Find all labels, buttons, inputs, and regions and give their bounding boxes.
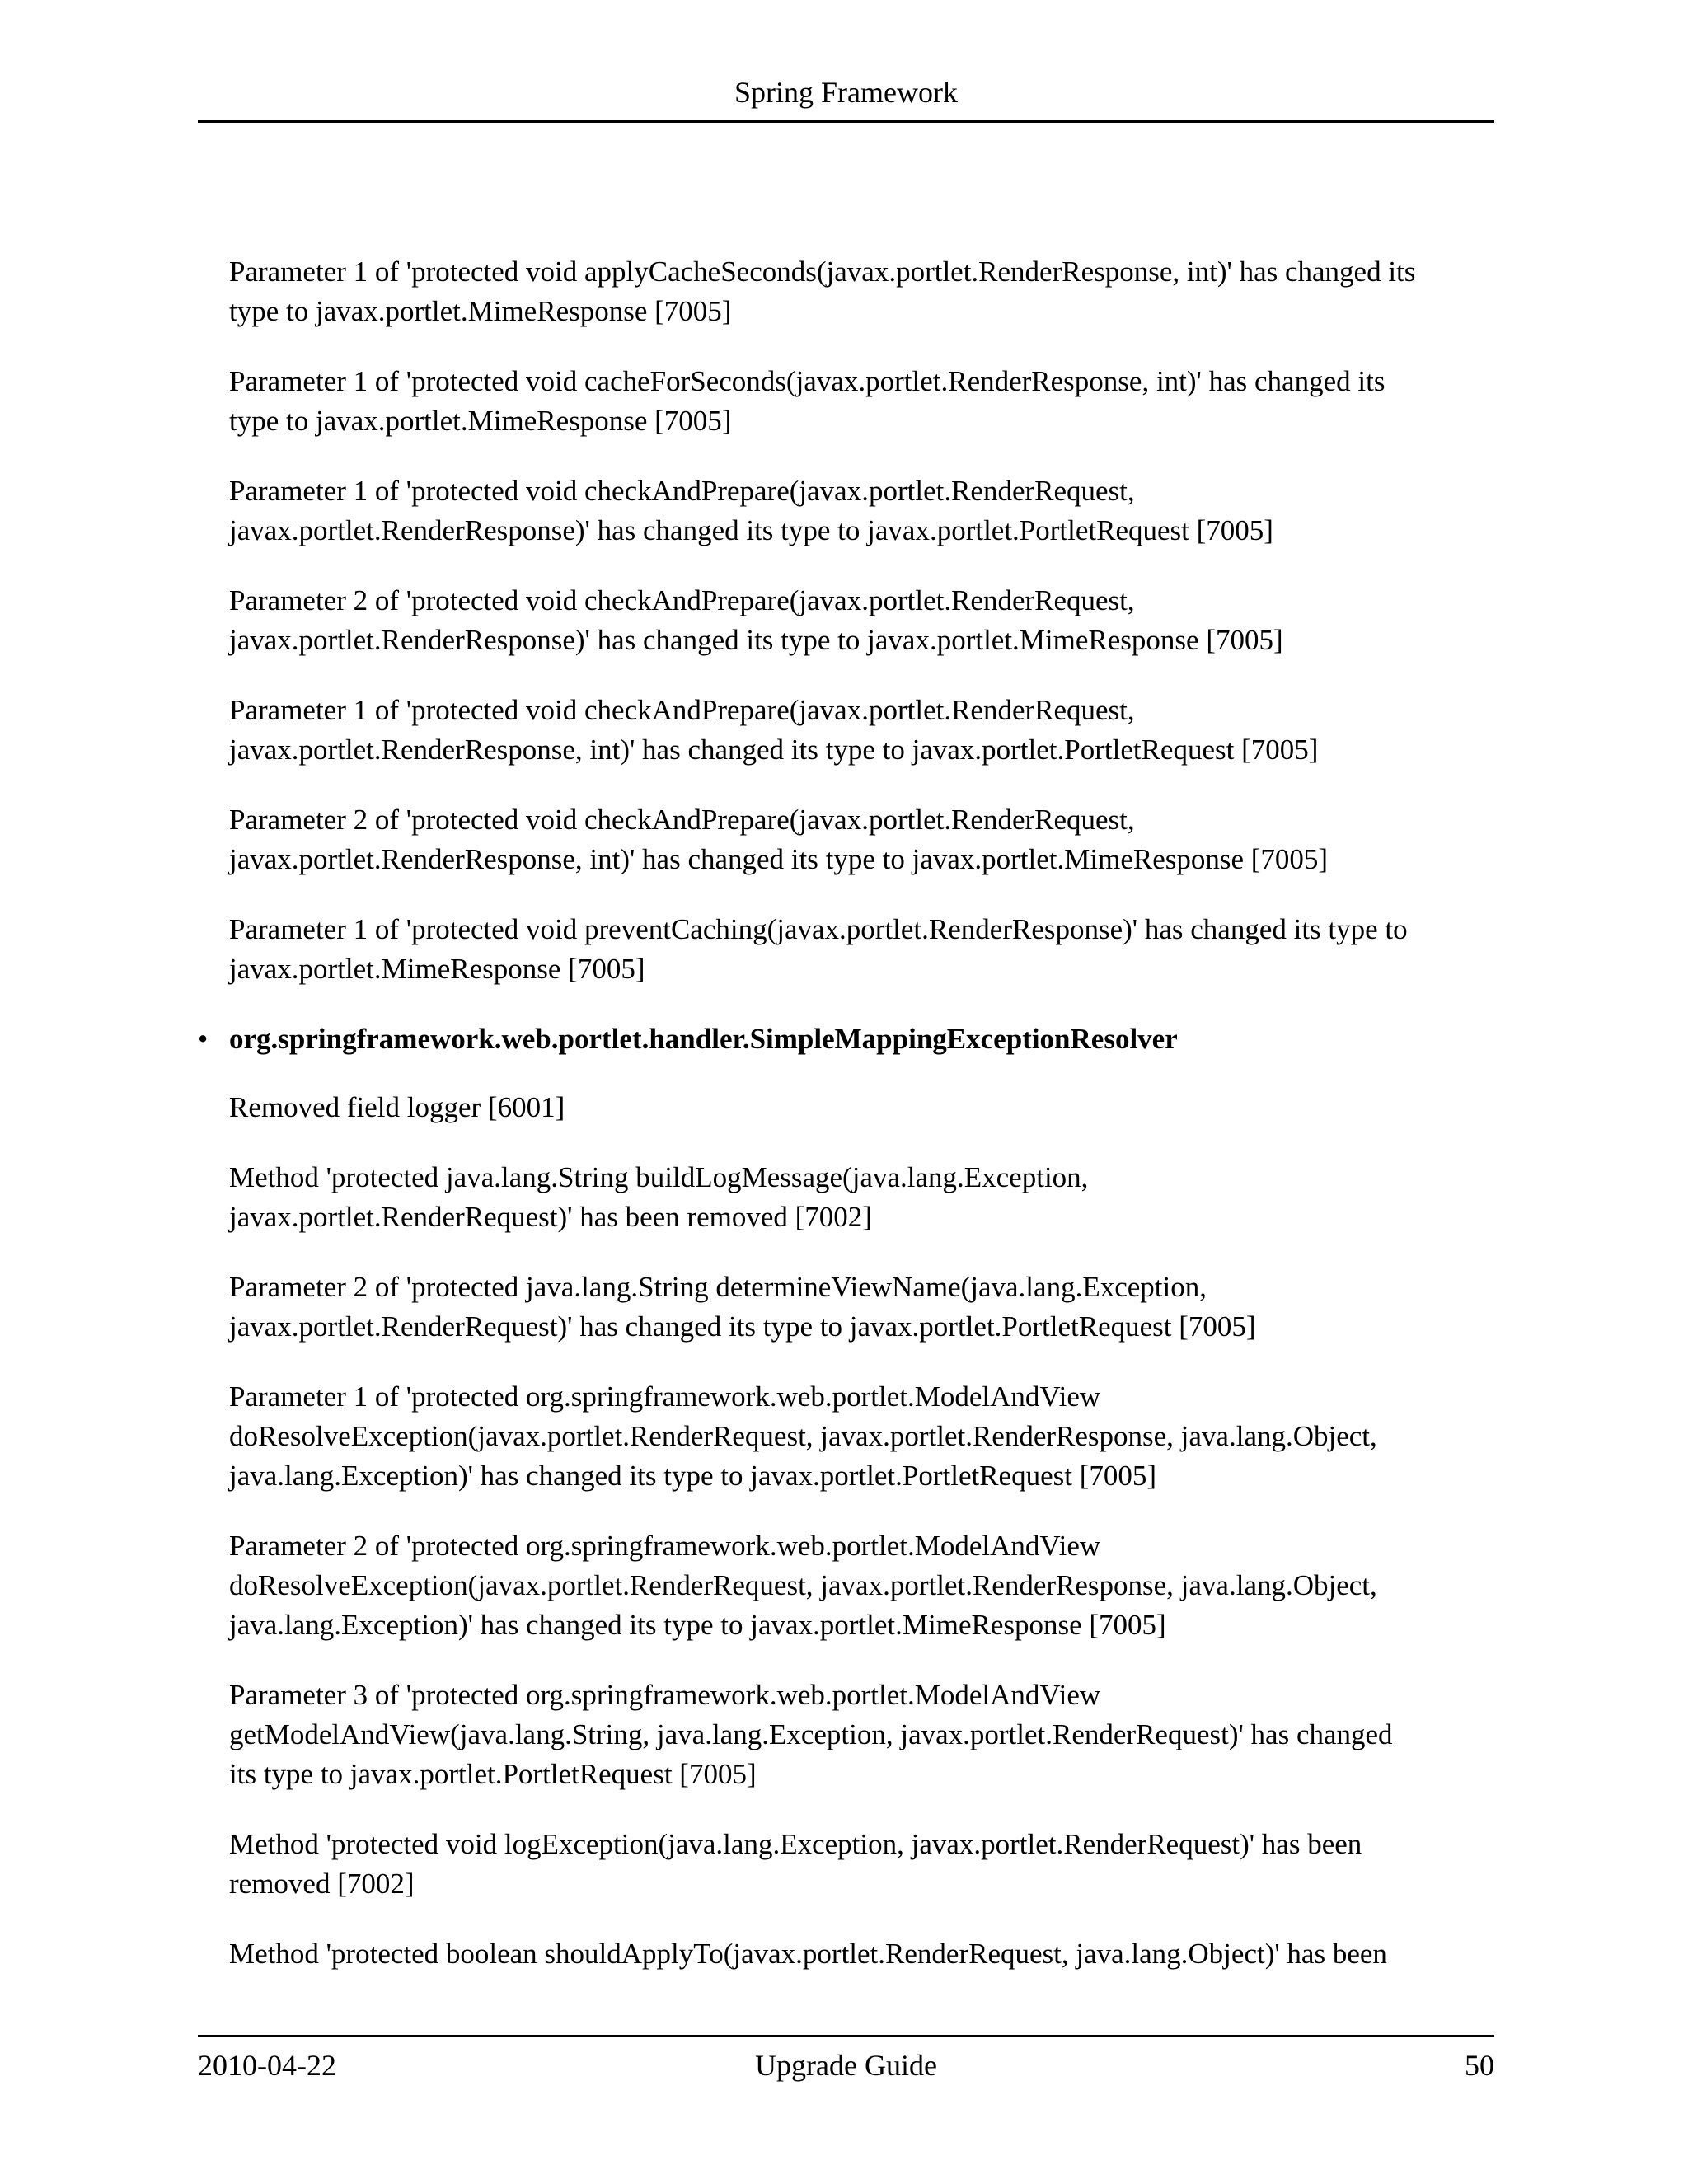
change-entry: Parameter 2 of 'protected org.springframework.web.portlet.ModelAndView doResolveException(javax.portlet.RenderRequest, javax.portlet.RenderResponse, java.lang.Object, java.lang.Exception)' has changed its type to javax.portlet.MimeResponse [7005] <box>229 1530 1377 1641</box>
change-entry: Method 'protected java.lang.String buildLogMessage(java.lang.Exception, javax.portlet.RenderRequest)' has been removed [7002] <box>229 1161 1089 1233</box>
change-entry: Parameter 1 of 'protected void applyCacheSeconds(javax.portlet.RenderResponse, int)' has changed its type to javax.portlet.MimeResponse [7005] <box>229 255 1416 327</box>
change-entry: Parameter 2 of 'protected java.lang.String determineViewName(java.lang.Exception, javax.portlet.RenderRequest)' has changed its type to javax.portlet.PortletRequest [7005] <box>229 1271 1256 1343</box>
page-footer <box>198 2035 1494 2087</box>
class-name-heading: org.springframework.web.portlet.handler.SimpleMappingExceptionResolver <box>229 1023 1178 1055</box>
change-entry: Parameter 3 of 'protected org.springframework.web.portlet.ModelAndView getModelAndView(java.lang.String, java.lang.Exception, javax.portlet.RenderRequest)' has changed its type to javax.portlet.PortletRequest [7005] <box>229 1679 1393 1790</box>
change-entry: Parameter 1 of 'protected void checkAndPrepare(javax.portlet.RenderRequest, javax.portlet.RenderResponse, int)' has changed its type to javax.portlet.PortletRequest [7005] <box>229 694 1319 766</box>
footer-document-title: Upgrade Guide <box>755 2049 937 2082</box>
running-header-title: Spring Framework <box>734 76 958 109</box>
change-entry: Parameter 1 of 'protected void cacheForSeconds(javax.portlet.RenderResponse, int)' has changed its type to javax.portlet.MimeResponse [7005] <box>229 365 1386 437</box>
change-entry: Method 'protected void logException(java.lang.Exception, javax.portlet.RenderRequest)' has been removed [7002] <box>229 1828 1362 1900</box>
change-entry: Method 'protected boolean shouldApplyTo(javax.portlet.RenderRequest, java.lang.Object)' has been <box>229 1938 1387 1970</box>
page-content <box>198 252 1494 2004</box>
page-header <box>198 73 1494 123</box>
page-number: 50 <box>1465 2049 1494 2082</box>
change-entry: Parameter 2 of 'protected void checkAndPrepare(javax.portlet.RenderRequest, javax.portlet.RenderResponse, int)' has changed its type to javax.portlet.MimeResponse [7005] <box>229 804 1329 875</box>
change-entry: Removed field logger [6001] <box>229 1091 565 1123</box>
bullet-icon: • <box>198 1023 209 1055</box>
footer-date: 2010-04-22 <box>198 2049 336 2082</box>
class-heading-bullet <box>198 1019 1494 1059</box>
change-entry: Parameter 1 of 'protected org.springframework.web.portlet.ModelAndView doResolveException(javax.portlet.RenderRequest, javax.portlet.RenderResponse, java.lang.Object, java.lang.Exception)' has changed its type to javax.portlet.PortletRequest [7005] <box>229 1380 1377 1492</box>
change-entry: Parameter 1 of 'protected void checkAndPrepare(javax.portlet.RenderRequest, javax.portlet.RenderResponse)' has changed its type to javax.portlet.PortletRequest [7005] <box>229 475 1273 546</box>
change-entry: Parameter 1 of 'protected void preventCaching(javax.portlet.RenderResponse)' has changed its type to javax.portlet.MimeResponse [7005] <box>229 913 1408 985</box>
change-entry: Parameter 2 of 'protected void checkAndPrepare(javax.portlet.RenderRequest, javax.portlet.RenderResponse)' has changed its type to javax.portlet.MimeResponse [7005] <box>229 584 1283 656</box>
